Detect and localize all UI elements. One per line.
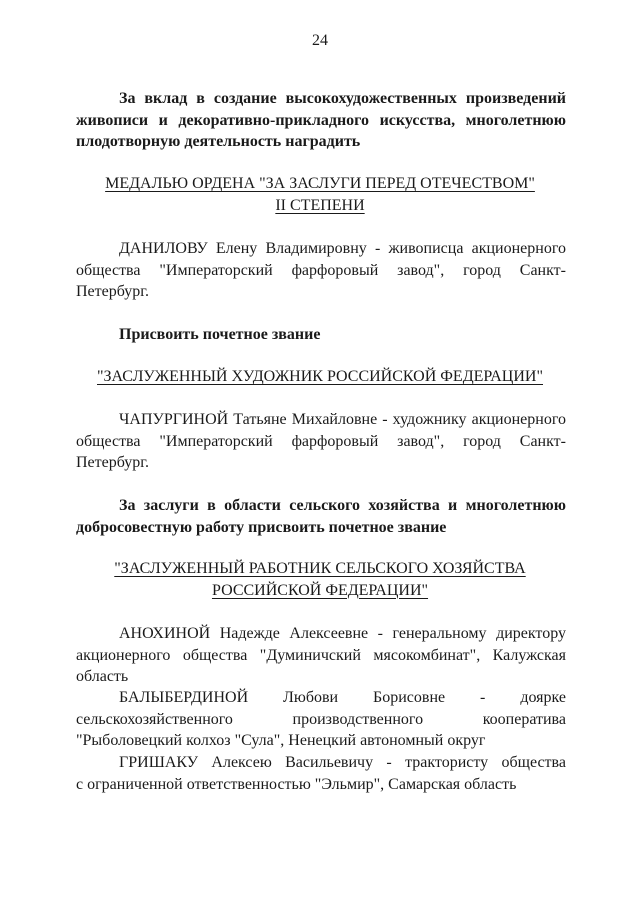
recipient-line: Петербург. xyxy=(76,454,150,471)
recipient-line: общества "Императорский фарфоровый завод", город Санкт- xyxy=(76,261,566,279)
recipient-line: сельскохозяйственного производственного кооператива xyxy=(76,710,566,728)
award-preamble-1 xyxy=(76,88,566,153)
recipient-line: ГРИШАКУ Алексею Васильевичу - трактористу общества xyxy=(119,754,566,771)
recipient-line: Петербург. xyxy=(76,283,150,300)
recipient-line: общества "Императорский фарфоровый завод", город Санкт- xyxy=(76,432,566,450)
preamble-line: За вклад в создание высокохудожественных произведений xyxy=(119,90,566,107)
recipient-chapurgina xyxy=(76,409,566,474)
recipient-line: "Рыболовецкий колхоз "Сула", Ненецкий автономный округ xyxy=(76,732,486,749)
award-title-line: "ЗАСЛУЖЕННЫЙ ХУДОЖНИК РОССИЙСКОЙ ФЕДЕРАЦИИ" xyxy=(97,368,543,385)
preamble-line: добросовестную работу присвоить почетное звание xyxy=(76,518,447,536)
award-preamble-3 xyxy=(76,495,566,538)
award-title-line: II СТЕПЕНИ xyxy=(275,196,365,214)
award-title-honored-artist xyxy=(0,366,640,388)
recipient-line: АНОХИНОЙ Надежде Алексеевне - генеральному директору xyxy=(119,625,566,642)
recipient-anokhina xyxy=(76,623,566,688)
recipient-line: ЧАПУРГИНОЙ Татьяне Михайловне - художнику акционерного xyxy=(119,411,566,428)
recipient-danilova xyxy=(76,238,566,303)
preamble-line: Присвоить почетное звание xyxy=(119,326,321,343)
recipient-line: с ограниченной ответственностью "Эльмир", Самарская область xyxy=(76,775,517,793)
award-title-honored-agri-worker xyxy=(0,558,640,601)
preamble-line: живописи и декоративно-прикладного искусства, многолетнюю xyxy=(76,111,566,129)
recipient-line: ДАНИЛОВУ Елену Владимировну - живописца акционерного xyxy=(119,240,566,257)
award-title-medal xyxy=(0,173,640,216)
award-preamble-2 xyxy=(76,324,566,346)
recipient-grishak xyxy=(76,752,566,795)
preamble-line: плодотворную деятельность наградить xyxy=(76,133,361,150)
recipient-line: область xyxy=(76,668,129,685)
preamble-line: За заслуги в области сельского хозяйства и многолетнюю xyxy=(119,497,566,514)
page-number: 24 xyxy=(312,32,328,49)
recipient-line: БАЛЫБЕРДИНОЙ Любови Борисовне - доярке xyxy=(119,689,566,706)
award-title-line: МЕДАЛЬЮ ОРДЕНА "ЗА ЗАСЛУГИ ПЕРЕД ОТЕЧЕСТВОМ" xyxy=(105,175,535,192)
award-title-line: "ЗАСЛУЖЕННЫЙ РАБОТНИК СЕЛЬСКОГО ХОЗЯЙСТВА xyxy=(114,560,526,577)
recipient-balyberdina xyxy=(76,687,566,752)
recipient-line: акционерного общества "Думиничский мясокомбинат", Калужская xyxy=(76,646,566,664)
award-title-line: РОССИЙСКОЙ ФЕДЕРАЦИИ" xyxy=(211,581,429,599)
